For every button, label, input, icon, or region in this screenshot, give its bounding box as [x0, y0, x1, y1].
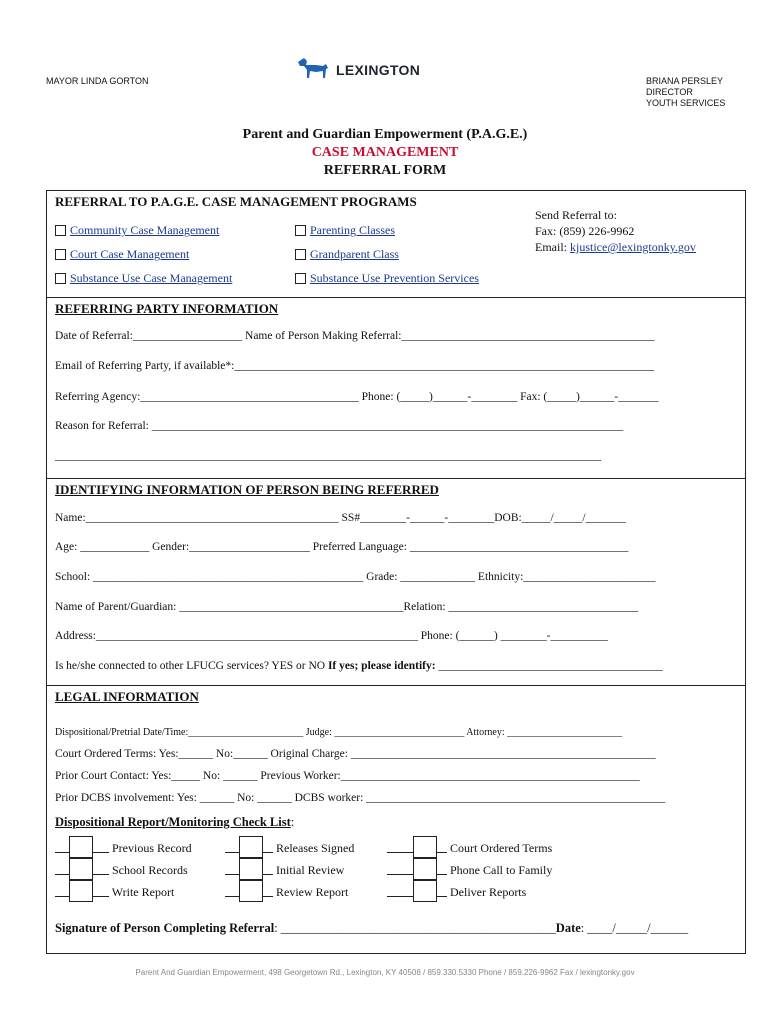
programs-title: REFERRAL TO P.A.G.E. CASE MANAGEMENT PROGRAMS [55, 194, 417, 209]
programs-section [46, 190, 746, 298]
check-deliver-reports[interactable]: Deliver Reports [387, 880, 526, 902]
prior-dcbs-field[interactable]: Prior DCBS involvement: Yes: ______ No: ______ DCBS worker: ____________________________________________________ [55, 792, 666, 804]
identifying-section [46, 478, 746, 686]
prior-court-field[interactable]: Prior Court Contact: Yes:_____ No: ______ Previous Worker:____________________________________________________ [55, 770, 640, 782]
age-field[interactable]: Age: ____________ Gender:_____________________ Preferred Language: ______________________________________ [55, 541, 629, 553]
referring-section [46, 297, 746, 479]
checkbox[interactable] [239, 836, 263, 858]
program-substance-prevention[interactable]: Substance Use Prevention Services [295, 271, 479, 286]
address-field[interactable]: Address:________________________________________________________ Phone: (______) ________-__________ [55, 630, 608, 642]
send-referral-block [535, 207, 696, 255]
date-of-referral-field[interactable]: Date of Referral:___________________ Name of Person Making Referral:____________________________________________ [55, 330, 655, 342]
checkbox[interactable] [239, 858, 263, 880]
name-field[interactable]: Name:____________________________________________ SS#________-______-________DOB:_____/_____/_______ [55, 512, 626, 524]
send-fax: Fax: (859) 226-9962 [535, 224, 635, 238]
title-referral-form: REFERRAL FORM [323, 163, 447, 178]
lexington-logo [296, 56, 420, 84]
court-terms-field[interactable]: Court Ordered Terms: Yes:______ No:______ Original Charge: _____________________________________________________ [55, 748, 656, 760]
check-write-report[interactable]: Write Report [55, 880, 174, 902]
parent-field[interactable]: Name of Parent/Guardian: _______________________________________Relation: _________________________________ [55, 601, 639, 613]
form-titles [0, 126, 770, 180]
signature-field[interactable]: Signature of Person Completing Referral: ____________________________________________Date: ____/_____/______ [55, 921, 689, 935]
program-parenting[interactable]: Parenting Classes [295, 223, 395, 238]
connected-services-field[interactable]: Is he/she connected to other LFUCG services? YES or NO If yes; please identify: _______________________________________ [55, 660, 663, 672]
title-case-management: CASE MANAGEMENT [311, 145, 459, 160]
director-name: BRIANA PERSLEY [646, 76, 724, 86]
check-review-report[interactable]: Review Report [225, 880, 348, 902]
logo-text: LEXINGTON [336, 62, 421, 78]
checklist-heading: Dispositional Report/Monitoring Check List: [55, 815, 295, 829]
program-grandparent[interactable]: Grandparent Class [295, 247, 399, 262]
title-program: Parent and Guardian Empowerment (P.A.G.E.) [242, 127, 528, 142]
dispositional-field[interactable]: Dispositional/Pretrial Date/Time:_______________________ Judge: __________________________ Attorney: _______________________ [55, 727, 623, 738]
checkbox[interactable] [55, 225, 66, 236]
referring-email-field[interactable]: Email of Referring Party, if available*:_________________________________________________________________________ [55, 360, 655, 372]
horse-icon [296, 56, 332, 84]
checkbox[interactable] [295, 225, 306, 236]
checkbox[interactable] [55, 249, 66, 260]
program-court[interactable]: Court Case Management [55, 247, 189, 262]
director-title: DIRECTOR [646, 87, 693, 97]
reason-field-continued[interactable]: _______________________________________________________________________________________________ [55, 450, 602, 462]
email-link[interactable]: kjustice@lexingtonky.gov [570, 240, 696, 254]
mayor-name: MAYOR LINDA GORTON [46, 76, 149, 86]
checkbox[interactable] [295, 249, 306, 260]
check-initial-review[interactable]: Initial Review [225, 858, 344, 880]
checkbox[interactable] [295, 273, 306, 284]
check-court-terms[interactable]: Court Ordered Terms [387, 836, 552, 858]
check-previous-record[interactable]: Previous Record [55, 836, 192, 858]
school-field[interactable]: School: _______________________________________________ Grade: _____________ Ethnicity:_______________________ [55, 571, 656, 583]
checkbox[interactable] [69, 836, 93, 858]
checkbox[interactable] [413, 880, 437, 902]
director-block [646, 76, 725, 109]
referring-agency-field[interactable]: Referring Agency:______________________________________ Phone: (_____)______-________ Fax: (_____)______-_______ [55, 391, 659, 403]
checkbox[interactable] [413, 836, 437, 858]
send-label: Send Referral to: [535, 208, 617, 222]
checkbox[interactable] [413, 858, 437, 880]
footer-address: Parent And Guardian Empowerment, 498 Georgetown Rd., Lexington, KY 40508 / 859.330.5330 Phone / 859.226-9962 Fax / lexingtonky.gov [135, 968, 635, 977]
identifying-title: IDENTIFYING INFORMATION OF PERSON BEING REFERRED [55, 482, 439, 497]
check-school-records[interactable]: School Records [55, 858, 188, 880]
check-releases-signed[interactable]: Releases Signed [225, 836, 354, 858]
program-substance-cm[interactable]: Substance Use Case Management [55, 271, 232, 286]
checkbox[interactable] [55, 273, 66, 284]
check-phone-call[interactable]: Phone Call to Family [387, 858, 552, 880]
checkbox[interactable] [239, 880, 263, 902]
director-dept: YOUTH SERVICES [646, 98, 726, 108]
reason-field[interactable]: Reason for Referral: __________________________________________________________________________________ [55, 420, 624, 432]
legal-title: LEGAL INFORMATION [55, 689, 199, 704]
send-email: Email: kjustice@lexingtonky.gov [535, 240, 696, 254]
referring-title: REFERRING PARTY INFORMATION [55, 301, 279, 316]
legal-section [46, 685, 746, 954]
program-community[interactable]: Community Case Management [55, 223, 219, 238]
checkbox[interactable] [69, 858, 93, 880]
checkbox[interactable] [69, 880, 93, 902]
